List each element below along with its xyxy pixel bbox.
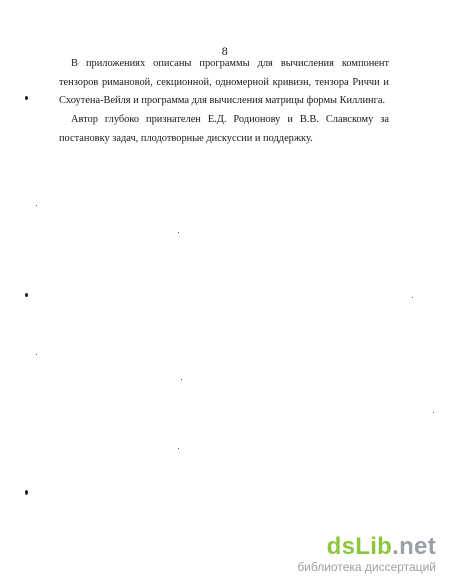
scan-speck — [25, 490, 28, 495]
paragraph-2-line-1: Автор глубоко признателен Е.Д. Родионову и В.В. Славскому за — [71, 114, 389, 125]
paragraph-1-line-3: Схоутена-Вейля и программа для вычисления матрицы формы Киллинга. — [59, 95, 386, 106]
paragraph-1-line-2: тензоров римановой, секционной, одномерной кривизн, тензора Риччи и — [59, 77, 389, 88]
watermark-logo-main: dsLib — [326, 533, 393, 560]
scan-speck — [36, 354, 37, 355]
paragraph-1-line-1: В приложениях описаны программы для вычисления компонент — [71, 58, 389, 69]
watermark-logo-suffix: .net — [392, 533, 436, 560]
scan-speck — [25, 96, 28, 100]
scan-speck — [36, 205, 37, 206]
scan-speck — [412, 297, 413, 298]
scan-speck — [181, 379, 182, 380]
paragraph-2-line-2: постановку задач, плодотворные дискуссии и поддержку. — [59, 133, 313, 144]
scan-speck — [433, 412, 434, 413]
scan-speck — [178, 448, 179, 449]
scan-speck — [25, 293, 28, 297]
dslib-watermark — [246, 535, 436, 574]
watermark-subtitle: библиотека диссертаций — [297, 560, 436, 574]
watermark-logo — [246, 535, 436, 559]
scan-speck — [178, 232, 179, 233]
page-number: 8 — [221, 44, 229, 58]
